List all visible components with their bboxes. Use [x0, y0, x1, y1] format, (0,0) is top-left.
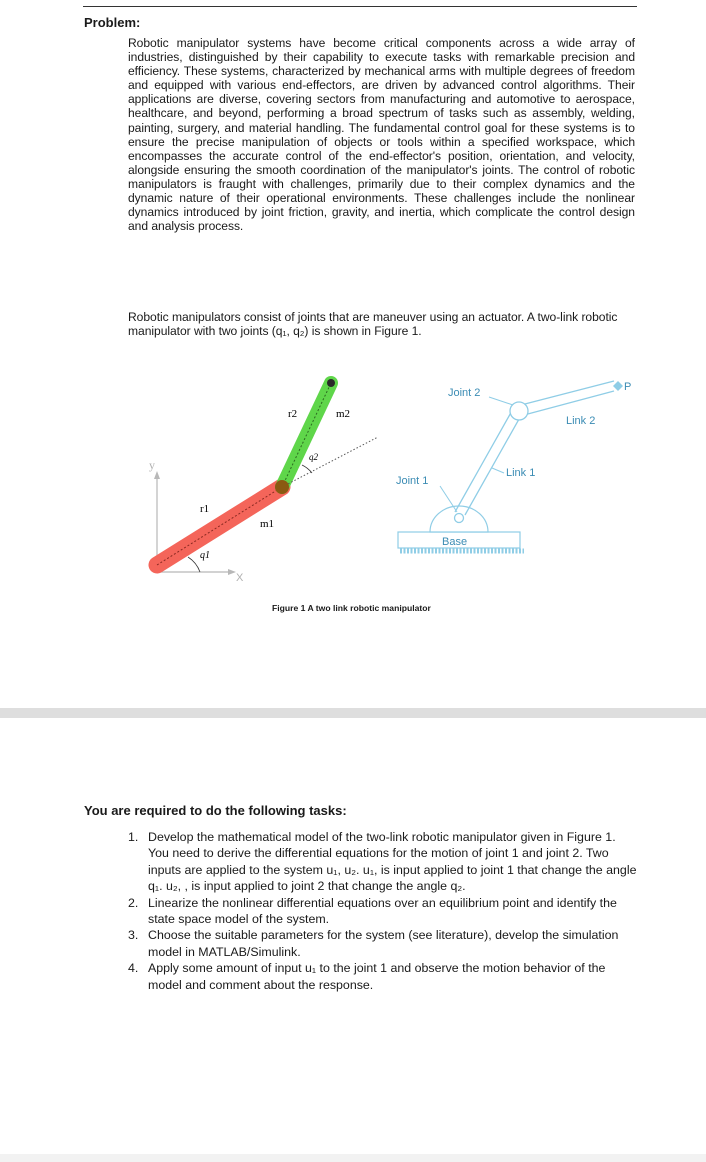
base-label: Base: [442, 536, 468, 548]
task-text: Choose the suitable parameters for the system (see literature), develop the simulation model in MATLAB/Simulink.: [148, 928, 619, 959]
link1-edge-a: [455, 409, 513, 512]
task-list: [128, 829, 638, 993]
task-item: [128, 960, 638, 993]
link1-edge-b: [465, 412, 523, 515]
document-page-2: [0, 718, 706, 1162]
link1-label: Link 1: [506, 467, 536, 479]
joint1-pivot: [455, 514, 464, 523]
task-text: Develop the mathematical model of the two-link robotic manipulator given in Figure 1. You need to derive the differential equations for the motion of joint 1 and joint 2. Two inputs are applied to the system u₁, u₂. u₁, is input applied to joint 1 that change the angle q₁. u₂, , is input applied to joint 2 that change the angle q₂.: [148, 830, 637, 894]
r2-label: r2: [288, 408, 298, 420]
r1-label: r1: [200, 503, 210, 515]
link2-centerline: [282, 383, 331, 487]
x-axis-arrow: [228, 569, 236, 575]
y-axis-label: y: [149, 458, 155, 472]
problem-paragraph-2: Robotic manipulators consist of joints that are maneuver using an actuator. A two-link robotic manipulator with two joints (q₁, q₂) is shown in Figure 1.: [128, 310, 618, 339]
q1-arc: [188, 557, 200, 572]
end-effector-dot: [327, 379, 335, 387]
top-rule: [83, 6, 637, 7]
m1-label: m1: [260, 518, 275, 530]
page-separator: [0, 708, 706, 718]
joint2-leader: [489, 397, 513, 405]
task-item: [128, 829, 638, 895]
manipulator-figure: [140, 355, 632, 615]
y-axis-arrow: [154, 471, 160, 479]
task-number: 1.: [128, 830, 139, 844]
link1-leader: [492, 468, 504, 473]
task-number: 4.: [128, 961, 139, 976]
task-item: [128, 927, 638, 960]
problem-paragraph-1: Robotic manipulator systems have become critical components across a wide array of industries, distinguished by their capability to execute tasks with remarkable precision and efficiency. These systems, characterized by mechanical arms with multiple degrees of freedom and equipped with various end-effectors, are driven by advanced control algorithms. Their applications are diverse, covering sectors from manufacturing and automotive to aerospace, healthcare, and beyond, performing a broad spectrum of tasks such as assembly, welding, painting, surgery, and material handling. The fundamental control goal for these systems is to ensure the precise manipulation of objects or tools within a specified workspace, which encompasses the accurate control of the end-effector's position, orientation, and velocity, alongside ensuring the smooth coordination of the manipulator's joints. The control of robotic manipulators is fraught with challenges, primarily due to their complex dynamics and the dynamic nature of their operational environments. These challenges include the nonlinear dynamics introduced by joint friction, gravity, and inertia, which complicate the control design and analysis process.: [128, 36, 635, 234]
point-p-label: P: [624, 381, 632, 393]
task-number: 2.: [128, 895, 139, 910]
bottom-strip: [0, 1154, 706, 1162]
q2-arc: [302, 465, 312, 473]
task-number: 3.: [128, 928, 139, 943]
joint2-pivot: [275, 480, 289, 494]
link2-edge-b: [524, 391, 614, 415]
schematic-arm-diagram: [396, 381, 631, 551]
q1-label: q1: [200, 550, 210, 561]
problem-heading: Problem:: [84, 15, 141, 30]
joint2-label: Joint 2: [448, 387, 481, 399]
task-text: Linearize the nonlinear differential equations over an equilibrium point and identify the state space model of the system.: [148, 895, 617, 927]
tasks-heading: You are required to do the following tasks:: [84, 803, 347, 818]
joint1-label: Joint 1: [396, 475, 429, 487]
end-point-marker: [613, 381, 623, 391]
q2-label: q2: [309, 452, 318, 462]
m2-label: m2: [336, 408, 351, 420]
task-text: Apply some amount of input u₁ to the joint 1 and observe the motion behavior of the model and comment about the response.: [148, 961, 606, 992]
link2-edge-a: [521, 381, 614, 405]
link2-label: Link 2: [566, 415, 596, 427]
figure-caption: Figure 1 A two link robotic manipulator: [272, 603, 431, 613]
task-item: [128, 895, 638, 928]
colored-arm-diagram: [149, 379, 378, 584]
x-axis-label: X: [236, 572, 244, 584]
